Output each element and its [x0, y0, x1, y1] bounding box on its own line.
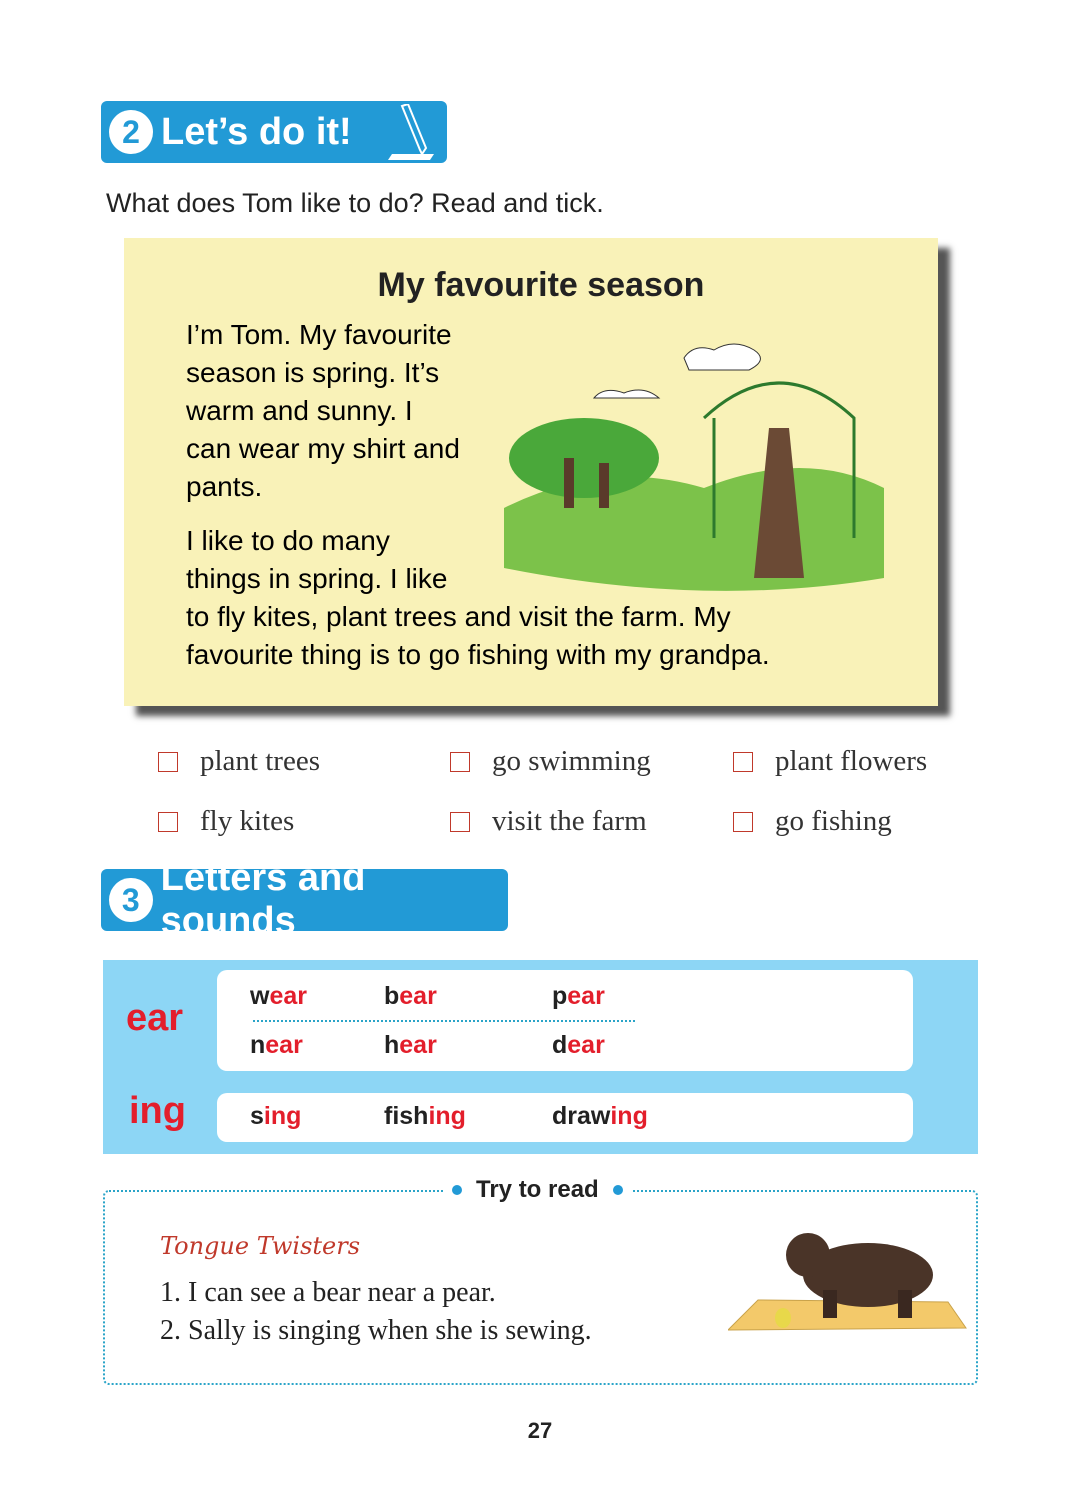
try-to-read-label: Try to read: [444, 1176, 631, 1204]
phonics-panel: [103, 960, 978, 1154]
checkbox[interactable]: [733, 812, 753, 832]
option-fly-kites[interactable]: fly kites: [158, 805, 294, 838]
section-title: Letters and sounds: [160, 857, 366, 942]
tongue-twisters-heading: Tongue Twisters: [160, 1232, 361, 1260]
checkbox[interactable]: [158, 752, 178, 772]
section-title: Let’s do it!: [161, 110, 352, 153]
checkbox[interactable]: [450, 812, 470, 832]
bear-illustration: [728, 1220, 968, 1335]
option-go-fishing[interactable]: go fishing: [733, 805, 892, 838]
ear-words: [217, 970, 913, 1071]
word: near: [250, 1031, 303, 1059]
option-visit-the-farm[interactable]: visit the farm: [450, 805, 647, 838]
pencil-icon: [388, 104, 438, 160]
word: dear: [552, 1031, 605, 1059]
divider: [253, 1020, 635, 1022]
section-number: 3: [109, 878, 153, 922]
tongue-twisters: 1. I can see a bear near a pear. 2. Sally is singing when she is sewing.: [160, 1277, 592, 1346]
option-plant-trees[interactable]: plant trees: [158, 745, 320, 778]
word: fishing: [384, 1102, 466, 1130]
word: bear: [384, 982, 437, 1010]
ing-label: ing: [129, 1090, 186, 1132]
word: hear: [384, 1031, 437, 1059]
option-plant-flowers[interactable]: plant flowers: [733, 745, 927, 778]
checkbox[interactable]: [158, 812, 178, 832]
section-2-header: [101, 101, 447, 163]
section-number: 2: [109, 110, 153, 154]
word: drawing: [552, 1102, 648, 1130]
word: pear: [552, 982, 605, 1010]
page-number: 27: [527, 1418, 553, 1443]
section-3-header: [101, 857, 508, 942]
ear-label: ear: [126, 997, 184, 1039]
story-card: [124, 238, 938, 706]
story-paragraph-2: I like to do many things in spring. I like to fly kites, plant trees and visit the farm. My favourite thing is to go fishing with my grandpa.: [186, 525, 770, 670]
story-title: My favourite season: [377, 266, 705, 304]
story-paragraph-1: I’m Tom. My favourite season is spring. It’s warm and sunny. I can wear my shirt and pants.: [186, 319, 460, 502]
ing-words: [217, 1093, 913, 1142]
checkbox[interactable]: [733, 752, 753, 772]
word: wear: [250, 982, 307, 1010]
word: sing: [250, 1102, 302, 1130]
option-go-swimming[interactable]: go swimming: [450, 745, 651, 778]
checkbox[interactable]: [450, 752, 470, 772]
instruction: What does Tom like to do? Read and tick.: [106, 188, 604, 218]
